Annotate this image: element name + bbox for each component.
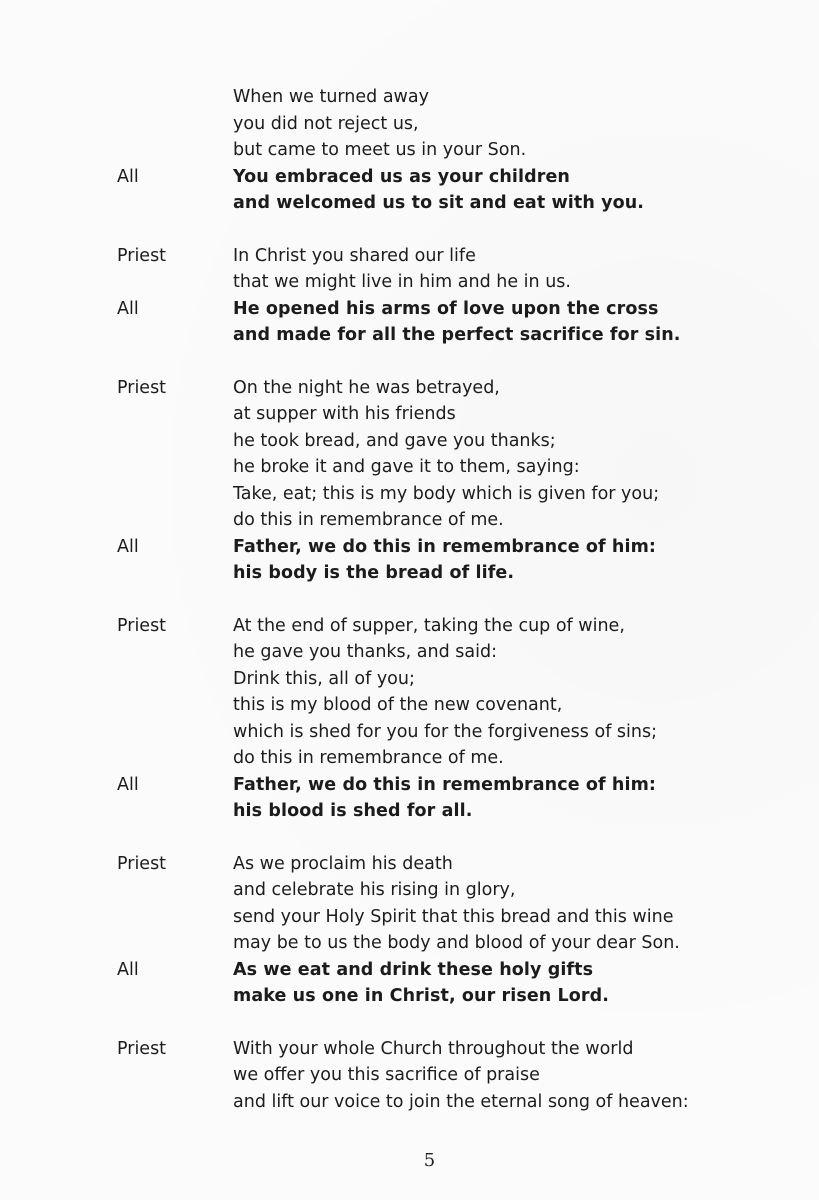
congregation-response-line <box>0 772 819 799</box>
prayer-text: but came to meet us in your Son. <box>233 140 527 160</box>
speaker-label: All <box>117 959 139 980</box>
prayer-text: At the end of supper, taking the cup of wine, <box>233 615 625 636</box>
prayer-text: Take, eat; this is my body which is given for you; <box>233 483 660 504</box>
response-text: Father, we do this in remembrance of him: <box>233 536 656 557</box>
prayer-text: do this in remembrance of me. <box>233 748 504 768</box>
response-text: his body is the bread of life. <box>233 563 515 583</box>
liturgy-line <box>0 243 819 270</box>
liturgy-line <box>0 613 819 640</box>
prayer-text: When we turned away <box>233 87 429 107</box>
prayer-text: at supper with his friends <box>233 404 456 424</box>
prayer-text: he gave you thanks, and said: <box>233 642 497 662</box>
response-text: You embraced us as your children <box>233 166 570 187</box>
speaker-label: Priest <box>117 615 167 636</box>
liturgy-line <box>0 111 819 138</box>
prayer-text: which is shed for you for the forgiveness of sins; <box>233 721 657 742</box>
response-text: his blood is shed for all. <box>233 801 473 821</box>
congregation-response-line <box>0 560 819 587</box>
liturgy-line <box>0 137 819 164</box>
liturgy-section <box>0 375 819 587</box>
prayer-text: and lift our voice to join the eternal song of heaven: <box>233 1091 689 1112</box>
prayer-text: this is my blood of the new covenant, <box>233 695 563 715</box>
speaker-label: Priest <box>117 377 167 398</box>
response-text: make us one in Christ, our risen Lord. <box>233 986 610 1006</box>
liturgy-line <box>0 269 819 296</box>
liturgy-line <box>0 745 819 772</box>
prayer-text: Drink this, all of you; <box>233 668 415 689</box>
congregation-response-line <box>0 957 819 984</box>
speaker-label: All <box>117 536 139 557</box>
prayer-text: we offer you this sacrifice of praise <box>233 1065 540 1085</box>
liturgy-line <box>0 1062 819 1089</box>
congregation-response-line <box>0 296 819 323</box>
response-text: and made for all the perfect sacrifice for sin. <box>233 325 681 345</box>
prayer-text: As we proclaim his death <box>233 853 453 874</box>
prayer-text: and celebrate his rising in glory, <box>233 880 516 900</box>
speaker-label: All <box>117 166 139 187</box>
liturgy-section <box>0 851 819 1010</box>
liturgy-section <box>0 243 819 349</box>
liturgy-section <box>0 613 819 825</box>
congregation-response-line <box>0 190 819 217</box>
liturgy-line <box>0 692 819 719</box>
liturgy-line <box>0 877 819 904</box>
congregation-response-line <box>0 534 819 561</box>
congregation-response-line <box>0 164 819 191</box>
speaker-label: All <box>117 774 139 795</box>
prayer-text: that we might live in him and he in us. <box>233 272 571 292</box>
response-text: and welcomed us to sit and eat with you. <box>233 193 645 213</box>
congregation-response-line <box>0 322 819 349</box>
liturgy-line <box>0 639 819 666</box>
speaker-label: All <box>117 298 139 319</box>
response-text: Father, we do this in remembrance of him: <box>233 774 656 795</box>
response-text: As we eat and drink these holy gifts <box>233 959 594 980</box>
liturgy-line <box>0 507 819 534</box>
liturgy-line <box>0 454 819 481</box>
response-text: He opened his arms of love upon the cross <box>233 298 659 319</box>
prayer-text: may be to us the body and blood of your dear Son. <box>233 933 680 953</box>
congregation-response-line <box>0 798 819 825</box>
liturgy-line <box>0 1036 819 1063</box>
liturgy-line <box>0 666 819 693</box>
page-number: 5 <box>423 1150 436 1171</box>
prayer-text: On the night he was betrayed, <box>233 377 500 398</box>
eucharistic-prayer-text <box>0 84 819 1141</box>
prayer-text: he broke it and gave it to them, saying: <box>233 457 580 477</box>
liturgy-line <box>0 930 819 957</box>
liturgy-line <box>0 84 819 111</box>
liturgy-line <box>0 428 819 455</box>
prayer-text: you did not reject us, <box>233 113 419 134</box>
prayer-text: With your whole Church throughout the world <box>233 1038 634 1059</box>
speaker-label: Priest <box>117 1038 167 1059</box>
liturgy-line <box>0 904 819 931</box>
prayer-text: send your Holy Spirit that this bread and this wine <box>233 906 674 927</box>
liturgy-section <box>0 84 819 217</box>
congregation-response-line <box>0 983 819 1010</box>
prayer-text: In Christ you shared our life <box>233 245 476 266</box>
prayer-text: he took bread, and gave you thanks; <box>233 430 556 451</box>
liturgy-line <box>0 719 819 746</box>
liturgy-line <box>0 851 819 878</box>
prayer-text: do this in remembrance of me. <box>233 510 504 530</box>
speaker-label: Priest <box>117 245 167 266</box>
liturgy-line <box>0 481 819 508</box>
liturgy-line <box>0 1089 819 1116</box>
liturgy-section <box>0 1036 819 1116</box>
liturgy-line <box>0 401 819 428</box>
liturgy-line <box>0 375 819 402</box>
speaker-label: Priest <box>117 853 167 874</box>
